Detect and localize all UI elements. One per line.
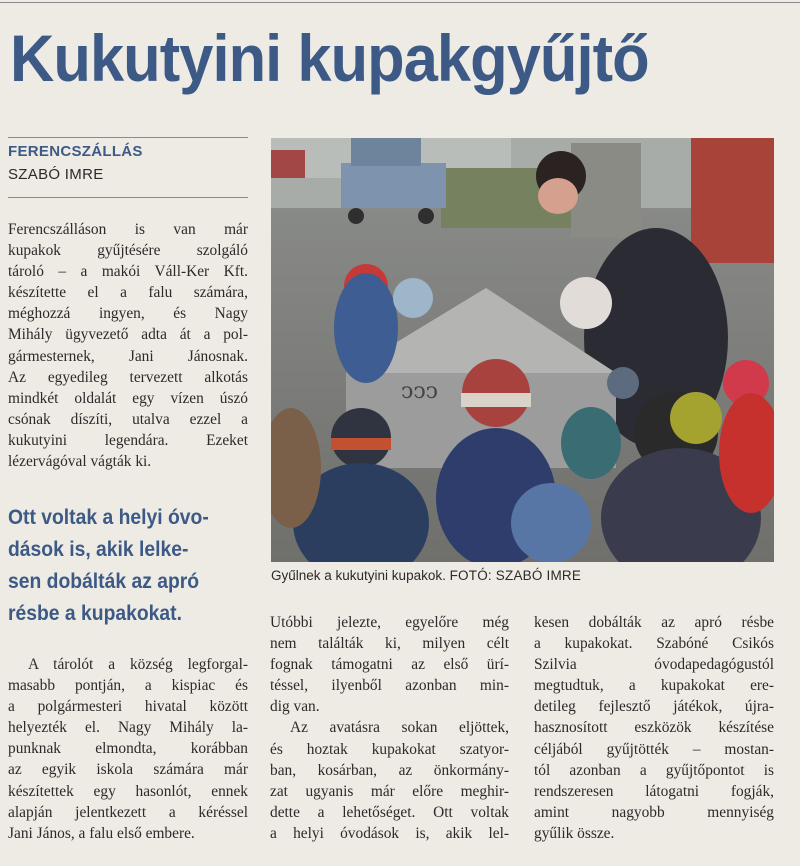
text-line: nem találták ki, milyen célt [270, 635, 509, 653]
pull-quote-line: sen dobálták az apró [8, 570, 200, 593]
boat-cutout-icon: ↄↄↄ [401, 379, 438, 404]
text-line: méghozzá ingyen, és Nagy [8, 305, 248, 323]
text-line: készítette el a falu számára, [8, 284, 248, 302]
column-1-intro [8, 219, 248, 472]
pull-quote-line: dások is, akik lelke- [8, 538, 189, 561]
text-line: a polgármesteri hivatal között [8, 698, 248, 716]
text-line: Az avatásra sokan eljöttek, [290, 719, 509, 737]
text-line: lézervágóval vágták ki. [8, 453, 152, 471]
text-line: ban, kosárban, az önkormány- [270, 761, 509, 779]
text-line: céljából gyűjtötték – mostan- [534, 740, 774, 758]
location-kicker: FERENCSZÁLLÁS [8, 143, 143, 160]
kicker-rule [8, 137, 248, 138]
text-line: rendszeresen látogatni fogják, [534, 782, 774, 800]
photo-credit: FOTÓ: SZABÓ IMRE [449, 568, 582, 583]
text-line: Szilvia óvodapedagógustól [534, 656, 774, 674]
author-byline: SZABÓ IMRE [8, 166, 104, 183]
text-line: dig van. [270, 698, 320, 716]
column-2 [270, 612, 509, 844]
text-line: tároló – a makói Váll-Ker Kft. [8, 263, 248, 281]
pull-quote-line: Ott voltak a helyi óvo- [8, 506, 209, 529]
text-line: detileg fejlesztő játékok, újra- [534, 698, 774, 716]
text-line: alapján jelentkezett a kéréssel [8, 803, 248, 821]
column-1-body [8, 654, 248, 844]
text-line: Utóbbi jelezte, egyelőre még [270, 614, 509, 631]
news-photo [271, 138, 774, 562]
pull-quote [8, 502, 244, 630]
text-line: kesen dobálták az apró résbe [534, 614, 774, 631]
text-line: az egyik iskola számára már [8, 761, 248, 779]
text-line: punknak elmondta, korábban [8, 740, 248, 758]
byline-rule [8, 197, 248, 198]
text-line: zat ugyanis már előre meghir- [270, 782, 509, 800]
text-line: és hoztak kupakokat szatyor- [270, 740, 509, 758]
text-line: Jani János, a falu első embere. [8, 824, 195, 842]
text-line: a kupakokat. Szabóné Csikós [534, 635, 774, 653]
text-line: hasznosított eszközök készítése [534, 719, 774, 737]
headline-rule [0, 2, 800, 3]
text-line: masabb pontján, a kispiac és [8, 677, 248, 695]
column-3 [534, 612, 774, 844]
headline: Kukutyini kupakgyűjtő [10, 21, 649, 95]
text-line: amint nagyobb mennyiség [534, 803, 774, 821]
text-line: kukutyini legendára. Ezeket [8, 431, 248, 449]
text-line: téssel, ilyenből azonban min- [270, 677, 509, 695]
children-around-collector-photo [271, 138, 774, 562]
text-line: gyűlik össze. [534, 824, 615, 842]
text-line: helyezték el. Nagy Mihály la- [8, 719, 248, 737]
text-line: csónak díszíti, utalva ezzel a [8, 410, 248, 428]
photo-caption [271, 568, 774, 583]
text-line: Mihály ügyvezető adta át a pol- [8, 326, 248, 344]
text-line: fognak támogatni az első ürí- [270, 656, 509, 674]
text-line: Ferencszálláson is van már [8, 221, 248, 238]
text-line: a helyi óvodások is, akik lel- [270, 824, 509, 842]
text-line: dette a lehetőséget. Ott voltak [270, 803, 509, 821]
text-line: kupakok gyűjtésére szolgáló [8, 242, 248, 260]
pull-quote-line: résbe a kupakokat. [8, 602, 182, 625]
text-line: Az egyedileg tervezett alkotás [8, 368, 248, 386]
text-line: készítettek egy hasonlót, ennek [8, 782, 248, 800]
text-line: A tárolót a község legforgal- [28, 656, 248, 673]
caption-text: Gyűlnek a kukutyini kupakok. [271, 568, 446, 583]
text-line: mindkét oldalát egy vízen úszó [8, 389, 248, 407]
text-line: tól azonban a gyűjtőpontot is [534, 761, 774, 779]
text-line: gármesternek, Jani Jánosnak. [8, 347, 248, 365]
text-line: megtudtuk, a kupakokat ere- [534, 677, 774, 695]
